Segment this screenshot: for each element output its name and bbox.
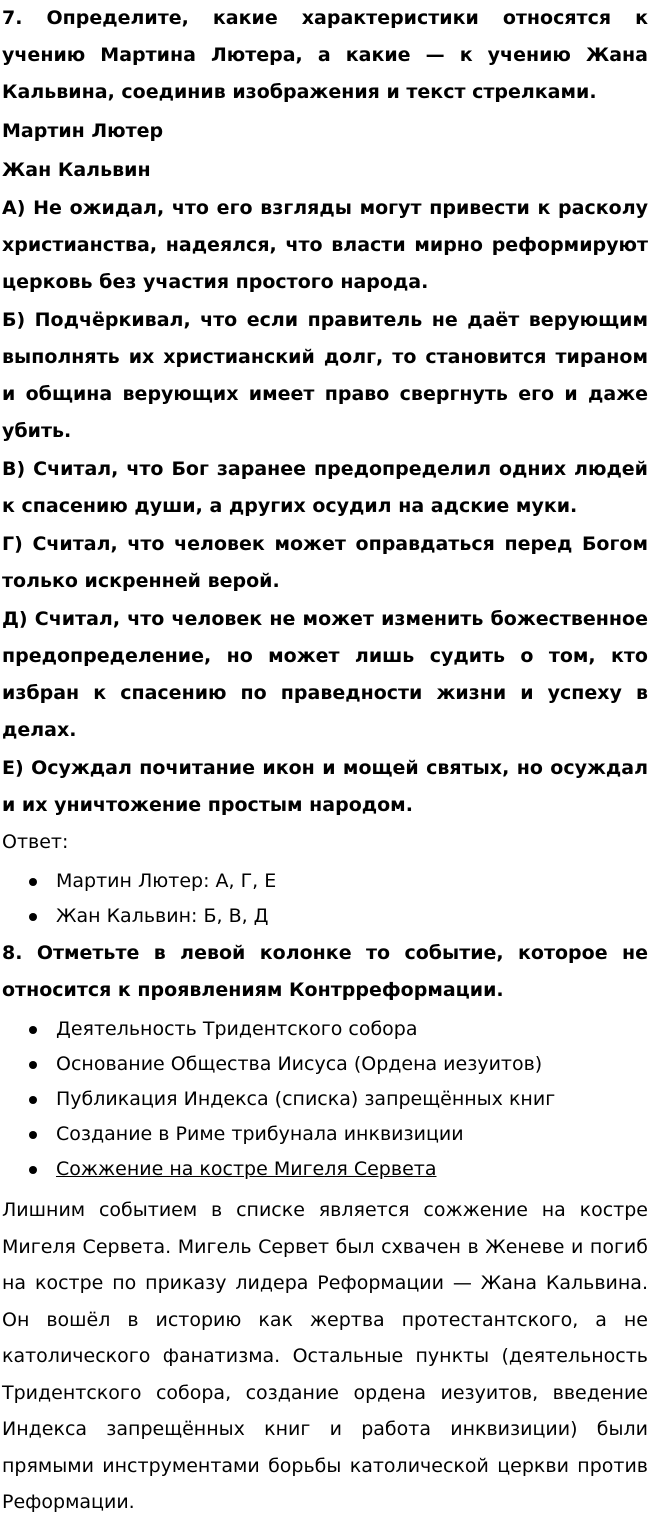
event-item: Деятельность Тридентского собора (56, 1018, 418, 1040)
bullet-icon (29, 1131, 37, 1139)
bullet-icon (29, 1026, 37, 1034)
bullet-icon (29, 1096, 37, 1104)
event-item: Основание Общества Иисуса (Ордена иезуитов) (56, 1053, 543, 1075)
option-e: Е) Осуждал почитание икон и мощей святых, но осуждал и их уничтожение простым народом. (2, 757, 648, 816)
event-item: Публикация Индекса (списка) запрещённых книг (56, 1088, 556, 1110)
question-7-title: 7. Определите, какие характеристики относятся к учению Мартина Лютера, а какие — к учению Жана Кальвина, соединив изображения и текст стрелками. (2, 7, 648, 103)
option-d: Д) Считал, что человек не может изменить божественное предопределение, но может лишь судить о том, кто избран к спасению по праведности жизни и успеху в делах. (2, 608, 648, 741)
list-item (2, 864, 648, 899)
answer-label: Ответ: (2, 831, 69, 853)
option-b: Б) Подчёркивал, что если правитель не даёт верующим выполнять их христианский долг, то становится тираном и община верующих имеет право свергнуть его и даже убить. (2, 309, 648, 442)
question-8-title: 8. Отметьте в левой колонке то событие, которое не относится к проявлениям Контрреформации. (2, 942, 648, 1001)
list-item (2, 899, 648, 934)
answer-list (2, 864, 648, 934)
event-list (2, 1012, 648, 1187)
event-item-selected: Сожжение на костре Мигеля Сервета (56, 1158, 437, 1180)
bullet-icon (29, 1061, 37, 1069)
answer-calvin: Жан Кальвин: Б, В, Д (56, 905, 269, 927)
list-item (2, 1012, 648, 1047)
list-item (2, 1117, 648, 1152)
bullet-icon (29, 1166, 37, 1174)
option-v: В) Считал, что Бог заранее предопределил одних людей к спасению души, а других осудил на адские муки. (2, 458, 648, 517)
list-item (2, 1082, 648, 1117)
label-martin-luther: Мартин Лютер (2, 120, 164, 142)
option-g: Г) Считал, что человек может оправдаться перед Богом только искренней верой. (2, 533, 648, 592)
explanation-text: Лишним событием в списке является сожжение на костре Мигеля Сервета. Мигель Сервет был схвачен в Женеве и погиб на костре по приказу лидера Реформации — Жана Кальвина. Он вошёл в историю как жертва протестантского, а не католического фанатизма. Остальные пункты (деятельность Тридентского собора, создание ордена иезуитов, введение Индекса запрещённых книг и работа инквизиции) были прямыми инструментами борьбы католической церкви против Реформации. (2, 1199, 648, 1513)
bullet-icon (29, 878, 37, 886)
event-item: Создание в Риме трибунала инквизиции (56, 1123, 464, 1145)
answer-luther: Мартин Лютер: А, Г, Е (56, 870, 277, 892)
label-jean-calvin: Жан Кальвин (2, 159, 151, 181)
option-a: А) Не ожидал, что его взгляды могут привести к расколу христианства, надеялся, что власти мирно реформируют церковь без участия простого народа. (2, 197, 648, 293)
bullet-icon (29, 913, 37, 921)
list-item (2, 1152, 648, 1187)
list-item (2, 1047, 648, 1082)
